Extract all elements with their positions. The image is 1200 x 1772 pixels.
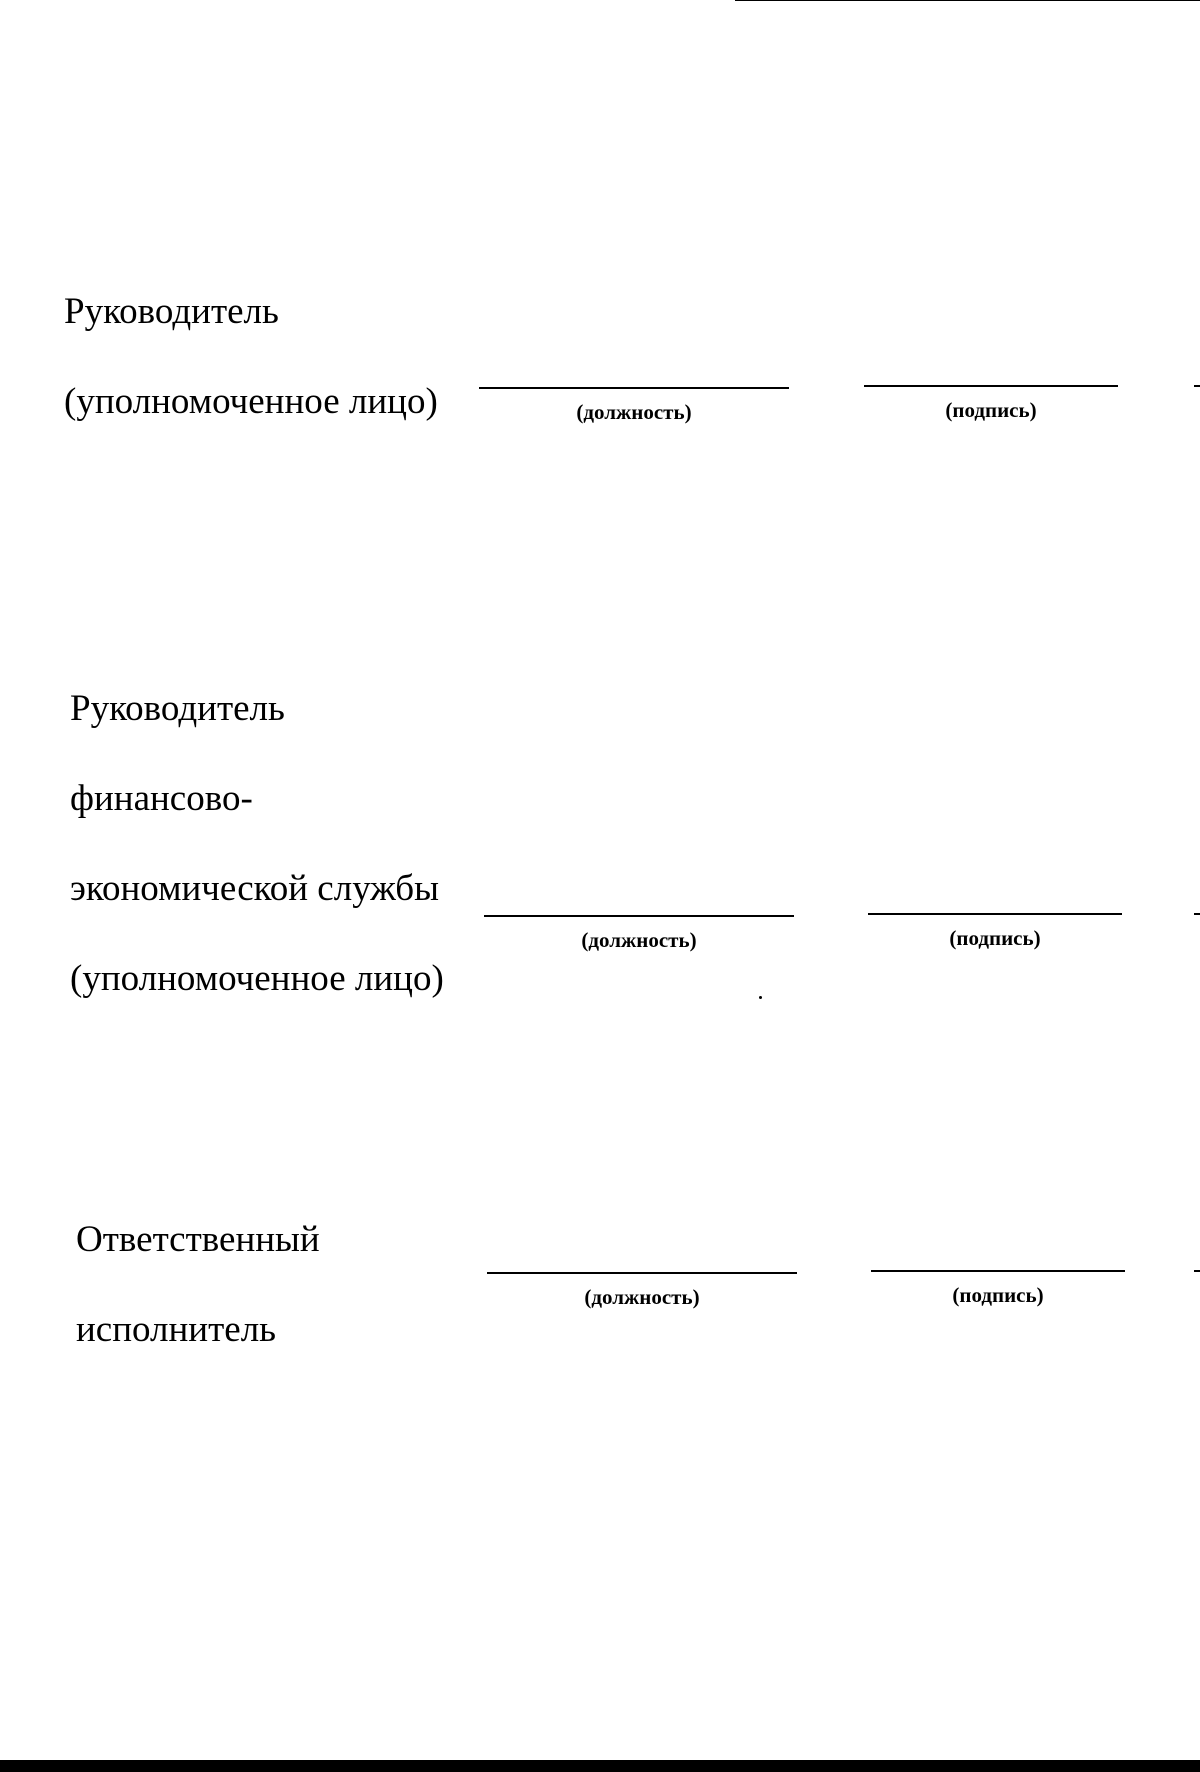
role-line: экономической службы (70, 868, 439, 909)
signature-line[interactable] (871, 1270, 1125, 1272)
bottom-scan-edge (0, 1760, 1200, 1772)
role-title (64, 244, 438, 424)
role-line: Руководитель (64, 291, 279, 332)
position-caption: (должность) (576, 400, 692, 424)
name-line-stub (1194, 385, 1200, 387)
position-line[interactable] (487, 1272, 797, 1274)
role-line: (уполномоченное лицо) (70, 958, 444, 999)
position-caption: (должность) (584, 1285, 700, 1309)
role-title (76, 1172, 320, 1352)
signature-caption: (подпись) (952, 1283, 1044, 1307)
position-line[interactable] (484, 915, 794, 917)
role-line: Руководитель (70, 688, 285, 729)
position-line[interactable] (479, 387, 789, 389)
name-line-stub (1194, 1270, 1200, 1272)
signature-caption: (подпись) (945, 398, 1037, 422)
role-line: (уполномоченное лицо) (64, 381, 438, 422)
signature-line[interactable] (864, 385, 1118, 387)
role-line: финансово- (70, 778, 253, 819)
role-title (70, 641, 444, 1001)
position-caption: (должность) (581, 928, 697, 952)
role-line: исполнитель (76, 1309, 277, 1350)
role-line: Ответственный (76, 1219, 320, 1260)
name-line-stub (1194, 913, 1200, 915)
top-edge-rule (735, 0, 1200, 1)
signature-caption: (подпись) (949, 926, 1041, 950)
stray-dot (759, 996, 762, 999)
signature-line[interactable] (868, 913, 1122, 915)
